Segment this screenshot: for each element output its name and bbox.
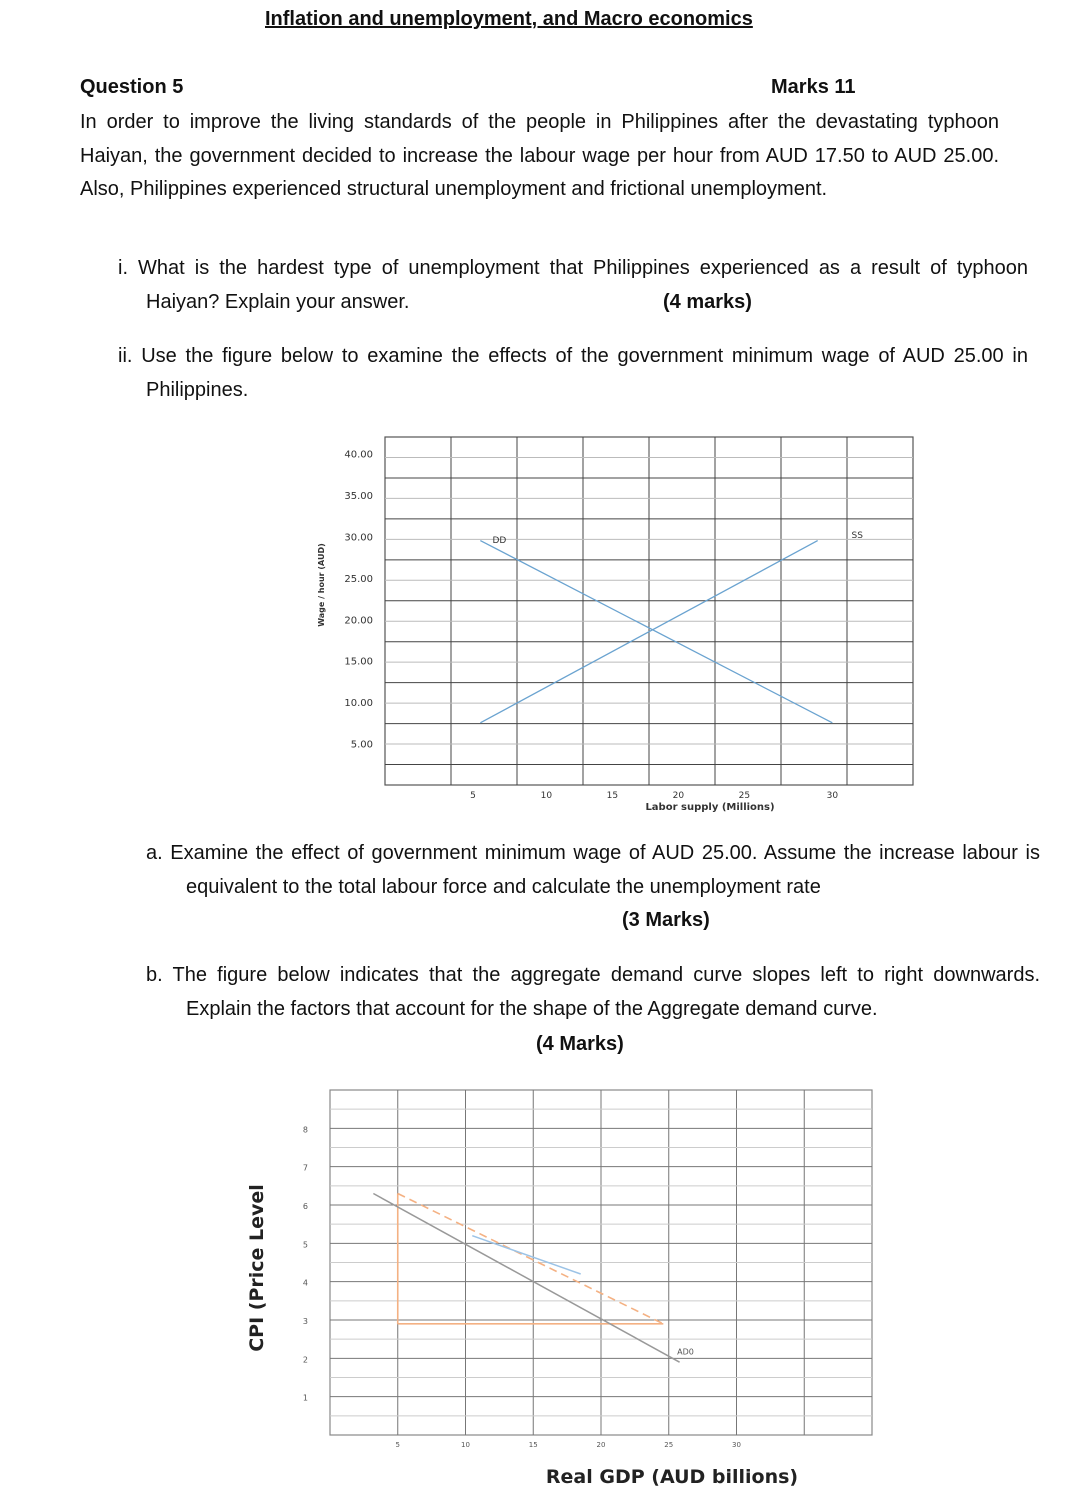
y-tick-label: 15.00 <box>344 656 373 668</box>
series-label-ad0: AD0 <box>677 1347 694 1357</box>
x-tick-label: 30 <box>732 1441 741 1449</box>
y-tick-label: 35.00 <box>344 491 373 502</box>
x-tick-label: 25 <box>664 1441 674 1449</box>
part-b-marks: (4 Marks) <box>536 1033 624 1055</box>
y-axis-label: Wage / hour (AUD) <box>317 543 326 627</box>
x-axis-label: Labor supply (Millions) <box>645 802 775 813</box>
series-line-dd <box>480 541 832 723</box>
series-label-dd: DD <box>492 536 507 547</box>
labour-market-chart <box>300 425 930 820</box>
series-line-ad0 <box>373 1194 679 1363</box>
y-tick-label: 20.00 <box>344 615 373 627</box>
x-tick-label: 15 <box>606 791 619 801</box>
y-tick-label: 4 <box>302 1278 308 1288</box>
y-tick-label: 25.00 <box>344 573 373 585</box>
x-tick-label: 5 <box>395 1441 400 1449</box>
part-i-text: i. What is the hardest type of unemployment that Philippines experienced as a result of typhoon Haiyan? Explain your answer. <box>118 257 1028 313</box>
x-tick-label: 15 <box>528 1441 538 1449</box>
y-tick-label: 10.00 <box>344 698 373 710</box>
page-title: Inflation and unemployment, and Macro economics <box>265 8 753 30</box>
y-tick-label: 3 <box>302 1317 308 1326</box>
x-tick-label: 10 <box>461 1441 470 1449</box>
part-ii: ii. Use the figure below to examine the effects of the government minimum wage of AUD 25.00 in Philippines. <box>118 345 1028 401</box>
question-marks: Marks 11 <box>771 76 856 98</box>
x-axis-label: Real GDP (AUD billions) <box>545 1466 799 1488</box>
guide-dashed <box>398 1194 664 1324</box>
y-tick-label: 8 <box>302 1125 308 1135</box>
part-a-marks: (3 Marks) <box>622 909 710 931</box>
x-tick-label: 25 <box>738 791 751 801</box>
series-label-ss: SS <box>851 531 863 542</box>
x-tick-label: 20 <box>672 791 685 801</box>
part-b: b. The figure below indicates that the aggregate demand curve slopes left to right downwards. Explain the factors that account for the shape of the Aggregate demand curve. <box>146 964 1040 1020</box>
y-tick-label: 30.00 <box>344 532 373 544</box>
question-label: Question 5 <box>80 76 184 98</box>
y-tick-label: 5.00 <box>350 739 373 751</box>
aggregate-demand-chart <box>235 1080 885 1500</box>
x-tick-label: 30 <box>826 791 839 801</box>
part-i-marks: (4 marks) <box>663 291 752 313</box>
series-line-ad1 <box>472 1236 580 1274</box>
part-i <box>118 252 1028 319</box>
y-tick-label: 6 <box>302 1202 308 1211</box>
y-tick-label: 7 <box>302 1163 308 1173</box>
y-tick-label: 5 <box>302 1240 308 1250</box>
x-tick-label: 5 <box>470 791 476 801</box>
y-axis-label: CPI (Price Level <box>246 1184 268 1352</box>
part-a: a. Examine the effect of government minimum wage of AUD 25.00. Assume the increase labour is equivalent to the total labour force and calculate the unemployment rate <box>146 842 1040 898</box>
y-tick-label: 2 <box>302 1355 308 1365</box>
y-tick-label: 40.00 <box>344 449 373 461</box>
x-tick-label: 10 <box>540 791 553 801</box>
question-intro: In order to improve the living standards of the people in Philippines after the devastating typhoon Haiyan, the government decided to increase the labour wage per hour from AUD 17.50 to AUD 25.00. Also, Philippines experienced structural unemployment and frictional unemployment. <box>80 111 999 200</box>
x-tick-label: 20 <box>596 1441 606 1449</box>
y-tick-label: 1 <box>302 1393 308 1403</box>
